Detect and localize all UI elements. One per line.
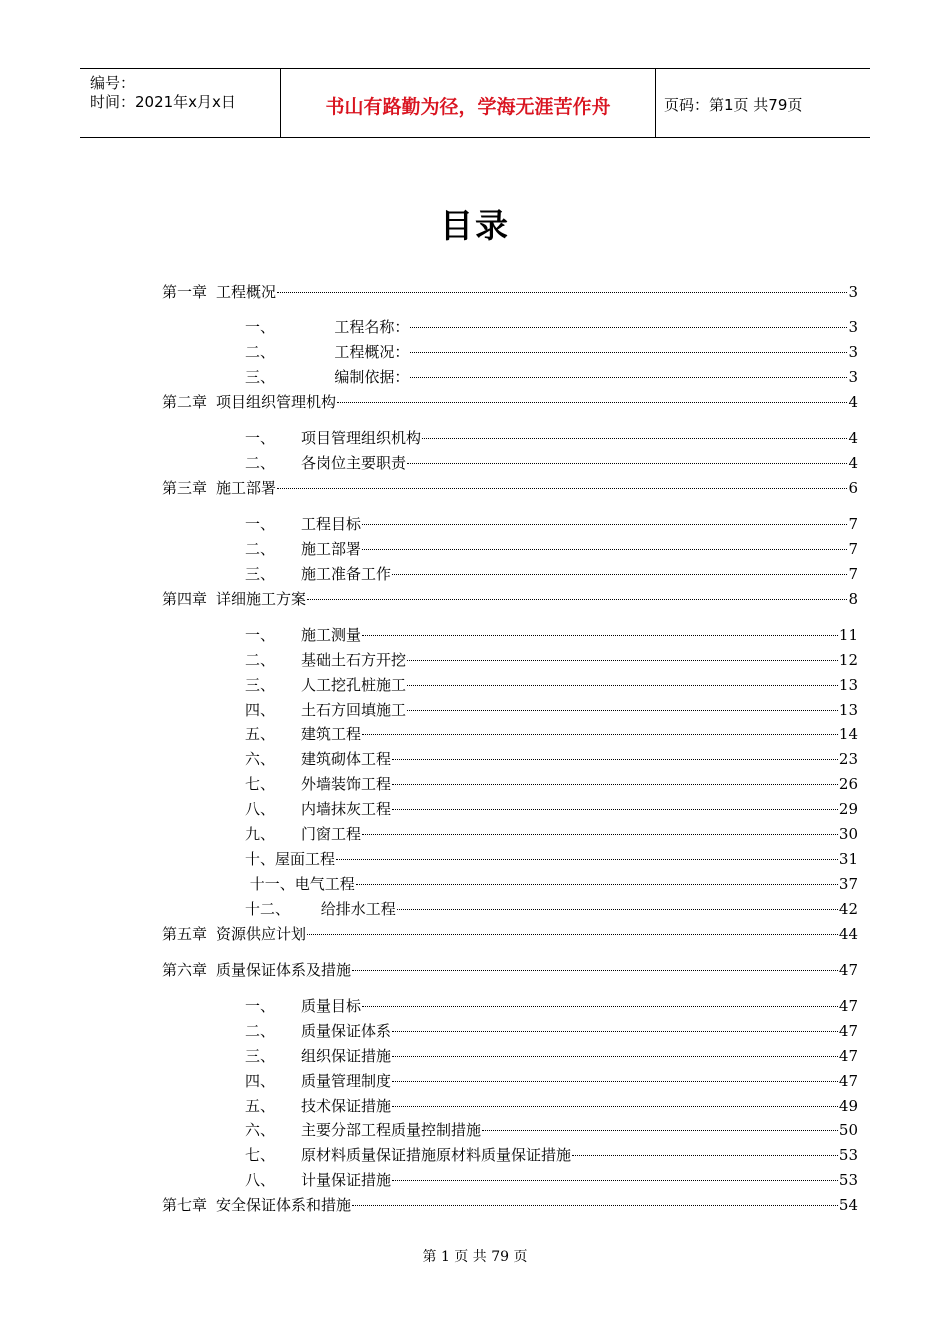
toc-entry-title: 外墙装饰工程: [301, 775, 392, 793]
toc-leader-dots: [407, 463, 847, 464]
toc-entry-page: 37: [838, 875, 858, 893]
toc-entry-title: 工程概况: [216, 283, 277, 301]
toc-entry-number: 第二章: [162, 393, 208, 411]
toc-chapter-entry[interactable]: [162, 924, 858, 944]
toc-section-entry[interactable]: [245, 749, 858, 769]
toc-leader-dots: [362, 635, 838, 636]
toc-leader-dots: [410, 352, 847, 353]
toc-entry-page: 54: [838, 1196, 858, 1214]
toc-entry-title: 土石方回填施工: [301, 701, 407, 719]
toc-section-entry[interactable]: [245, 1120, 858, 1140]
toc-entry-page: 47: [838, 1072, 858, 1090]
toc-entry-number: 二、: [245, 343, 276, 361]
toc-entry-number: 二、: [245, 651, 276, 669]
toc-leader-dots: [422, 438, 847, 439]
toc-entry-page: 3: [848, 318, 858, 336]
toc-entry-page: 42: [838, 900, 858, 918]
toc-leader-dots: [392, 809, 838, 810]
toc-entry-page: 53: [838, 1171, 858, 1189]
toc-leader-dots: [392, 1081, 838, 1082]
toc-entry-title: 质量保证体系及措施: [216, 961, 352, 979]
toc-chapter-entry[interactable]: [162, 1195, 858, 1215]
toc-entry-page: 3: [848, 368, 858, 386]
toc-section-entry[interactable]: [245, 874, 858, 894]
document-time-label: 时间：2021年x月x日: [90, 93, 236, 111]
toc-section-entry[interactable]: [245, 824, 858, 844]
toc-entry-page: 47: [838, 961, 858, 979]
toc-entry-page: 4: [848, 393, 858, 411]
toc-entry-number: 十、: [245, 850, 276, 868]
header-meta-cell: [80, 69, 280, 137]
toc-entry-page: 4: [848, 429, 858, 447]
toc-chapter-entry[interactable]: [162, 960, 858, 980]
toc-leader-dots: [392, 1180, 838, 1181]
toc-entry-title: 屋面工程: [275, 850, 336, 868]
toc-entry-page: 23: [838, 750, 858, 768]
toc-entry-number: 五、: [245, 725, 276, 743]
toc-entry-number: 五、: [245, 1097, 276, 1115]
toc-section-entry[interactable]: [245, 1021, 858, 1041]
toc-section-entry[interactable]: [245, 625, 858, 645]
toc-section-entry[interactable]: [245, 675, 858, 695]
toc-entry-number: 八、: [245, 800, 276, 818]
toc-entry-title: 内墙抹灰工程: [301, 800, 392, 818]
toc-entry-number: 八、: [245, 1171, 276, 1189]
toc-entry-number: 第五章: [162, 925, 208, 943]
toc-section-entry[interactable]: [245, 774, 858, 794]
toc-leader-dots: [410, 377, 847, 378]
toc-entry-number: 七、: [245, 775, 276, 793]
toc-leader-dots: [336, 859, 838, 860]
toc-section-entry[interactable]: [245, 367, 858, 387]
toc-leader-dots: [277, 292, 847, 293]
toc-section-entry[interactable]: [245, 724, 858, 744]
toc-leader-dots: [356, 884, 838, 885]
toc-entry-title: 给排水工程: [316, 900, 396, 918]
toc-leader-dots: [362, 1006, 838, 1007]
toc-entry-title: 建筑工程: [301, 725, 362, 743]
toc-leader-dots: [352, 970, 838, 971]
toc-chapter-entry[interactable]: [162, 478, 858, 498]
toc-entry-page: 31: [838, 850, 858, 868]
toc-leader-dots: [392, 759, 838, 760]
toc-entry-page: 47: [838, 1047, 858, 1065]
toc-section-entry[interactable]: [245, 453, 858, 473]
toc-entry-title: 计量保证措施: [301, 1171, 392, 1189]
document-number-label: 编号：: [90, 74, 136, 92]
toc-leader-dots: [392, 574, 847, 575]
toc-entry-number: 三、: [245, 1047, 276, 1065]
toc-entry-title: 施工部署: [216, 479, 277, 497]
toc-entry-page: 50: [838, 1121, 858, 1139]
toc-entry-title: 技术保证措施: [301, 1097, 392, 1115]
toc-entry-page: 13: [838, 676, 858, 694]
toc-entry-number: 一、: [245, 318, 276, 336]
toc-section-entry[interactable]: [245, 799, 858, 819]
toc-entry-title: 建筑砌体工程: [301, 750, 392, 768]
toc-section-entry[interactable]: [245, 899, 858, 919]
toc-entry-title: 各岗位主要职责: [301, 454, 407, 472]
toc-entry-title: 工程概况：: [301, 343, 410, 361]
toc-section-entry[interactable]: [245, 700, 858, 720]
toc-entry-number: 九、: [245, 825, 276, 843]
toc-entry-number: 二、: [245, 1022, 276, 1040]
toc-entry-number: 三、: [245, 676, 276, 694]
toc-entry-page: 11: [838, 626, 858, 644]
toc-entry-number: 一、: [245, 626, 276, 644]
toc-entry-number: 六、: [245, 750, 276, 768]
toc-entry-number: 二、: [245, 540, 276, 558]
toc-entry-title: 资源供应计划: [216, 925, 307, 943]
toc-entry-number: 一、: [245, 997, 276, 1015]
toc-entry-page: 30: [838, 825, 858, 843]
toc-section-entry[interactable]: [245, 428, 858, 448]
page-footer: 第 1 页 共 79 页: [422, 1249, 528, 1265]
toc-entry-title: 编制依据：: [301, 368, 410, 386]
toc-entry-title: 基础土石方开挖: [301, 651, 407, 669]
toc-entry-page: 29: [838, 800, 858, 818]
toc-leader-dots: [307, 599, 847, 600]
header-page-cell: [655, 69, 870, 137]
toc-leader-dots: [572, 1155, 838, 1156]
toc-leader-dots: [410, 327, 847, 328]
toc-entry-title: 质量保证体系: [301, 1022, 392, 1040]
toc-entry-page: 26: [838, 775, 858, 793]
header-motto: 书山有路勤为径，学海无涯苦作舟: [325, 96, 611, 118]
toc-leader-dots: [392, 1056, 838, 1057]
toc-entry-page: 3: [848, 343, 858, 361]
toc-section-entry[interactable]: [245, 1145, 858, 1165]
toc-section-entry[interactable]: [245, 514, 858, 534]
toc-entry-page: 47: [838, 1022, 858, 1040]
toc-entry-title: 主要分部工程质量控制措施: [301, 1121, 482, 1139]
toc-section-entry[interactable]: [245, 1170, 858, 1190]
toc-section-entry[interactable]: [245, 996, 858, 1016]
toc-entry-number: 十二、: [245, 900, 291, 918]
toc-entry-title: 原材料质量保证措施原材料质量保证措施: [301, 1146, 572, 1164]
toc-chapter-entry[interactable]: [162, 589, 858, 609]
toc-entry-title: 项目管理组织机构: [301, 429, 422, 447]
toc-entry-title: 详细施工方案: [216, 590, 307, 608]
toc-leader-dots: [482, 1130, 838, 1131]
toc-section-entry[interactable]: [245, 849, 858, 869]
toc-entry-title: 质量目标: [301, 997, 362, 1015]
page-title: 目录: [440, 206, 510, 245]
toc-entry-page: 44: [838, 925, 858, 943]
toc-entry-number: 四、: [245, 1072, 276, 1090]
toc-entry-title: 质量管理制度: [301, 1072, 392, 1090]
toc-entry-number: 第三章: [162, 479, 208, 497]
toc-chapter-entry[interactable]: [162, 392, 858, 412]
toc-entry-title: 安全保证体系和措施: [216, 1196, 352, 1214]
toc-entry-page: 53: [838, 1146, 858, 1164]
toc-leader-dots: [397, 909, 838, 910]
toc-entry-page: 7: [848, 565, 858, 583]
toc-section-entry[interactable]: [245, 650, 858, 670]
toc-entry-title: 施工部署: [301, 540, 362, 558]
toc-leader-dots: [277, 488, 847, 489]
toc-entry-number: 三、: [245, 565, 276, 583]
toc-leader-dots: [362, 834, 838, 835]
toc-entry-page: 4: [848, 454, 858, 472]
toc-entry-number: 六、: [245, 1121, 276, 1139]
toc-entry-title: 人工挖孔桩施工: [301, 676, 407, 694]
toc-leader-dots: [407, 685, 838, 686]
toc-leader-dots: [407, 710, 838, 711]
toc-section-entry[interactable]: [245, 539, 858, 559]
toc-section-entry[interactable]: [245, 317, 858, 337]
toc-entry-number: 第七章: [162, 1196, 208, 1214]
toc-entry-page: 49: [838, 1097, 858, 1115]
toc-entry-page: 47: [838, 997, 858, 1015]
toc-entry-title: 组织保证措施: [301, 1047, 392, 1065]
toc-entry-page: 13: [838, 701, 858, 719]
toc-section-entry[interactable]: [245, 1046, 858, 1066]
toc-section-entry[interactable]: [245, 342, 858, 362]
toc-leader-dots: [337, 402, 847, 403]
document-header: [80, 68, 870, 138]
toc-leader-dots: [392, 784, 838, 785]
toc-entry-number: 第一章: [162, 283, 208, 301]
toc-entry-number: 第四章: [162, 590, 208, 608]
toc-entry-page: 3: [848, 283, 858, 301]
toc-chapter-entry[interactable]: [162, 282, 858, 302]
toc-entry-number: 二、: [245, 454, 276, 472]
toc-entry-number: 第六章: [162, 961, 208, 979]
toc-entry-title: 施工准备工作: [301, 565, 392, 583]
toc-section-entry[interactable]: [245, 1096, 858, 1116]
toc-entry-title: 电气工程: [294, 875, 355, 893]
toc-entry-title: 项目组织管理机构: [216, 393, 337, 411]
toc-leader-dots: [362, 549, 847, 550]
header-motto-cell: [280, 69, 656, 137]
toc-section-entry[interactable]: [245, 564, 858, 584]
toc-entry-title: 施工测量: [301, 626, 362, 644]
toc-entry-number: 十一、: [245, 875, 295, 893]
toc-entry-number: 四、: [245, 701, 276, 719]
toc-leader-dots: [407, 660, 838, 661]
toc-entry-number: 一、: [245, 429, 276, 447]
toc-entry-number: 七、: [245, 1146, 276, 1164]
toc-leader-dots: [392, 1031, 838, 1032]
toc-leader-dots: [352, 1205, 838, 1206]
toc-leader-dots: [362, 734, 838, 735]
toc-entry-number: 一、: [245, 515, 276, 533]
toc-section-entry[interactable]: [245, 1071, 858, 1091]
toc-leader-dots: [392, 1106, 838, 1107]
toc-leader-dots: [362, 524, 847, 525]
toc-leader-dots: [307, 934, 838, 935]
toc-entry-number: 三、: [245, 368, 276, 386]
toc-entry-page: 12: [838, 651, 858, 669]
toc-entry-page: 14: [838, 725, 858, 743]
toc-entry-title: 工程名称：: [301, 318, 410, 336]
toc-entry-page: 7: [848, 540, 858, 558]
header-page-info: 页码：第1页 共79页: [664, 96, 803, 114]
toc-entry-title: 门窗工程: [301, 825, 362, 843]
toc-entry-title: 工程目标: [301, 515, 362, 533]
toc-entry-page: 6: [848, 479, 858, 497]
toc-entry-page: 8: [848, 590, 858, 608]
toc-entry-page: 7: [848, 515, 858, 533]
